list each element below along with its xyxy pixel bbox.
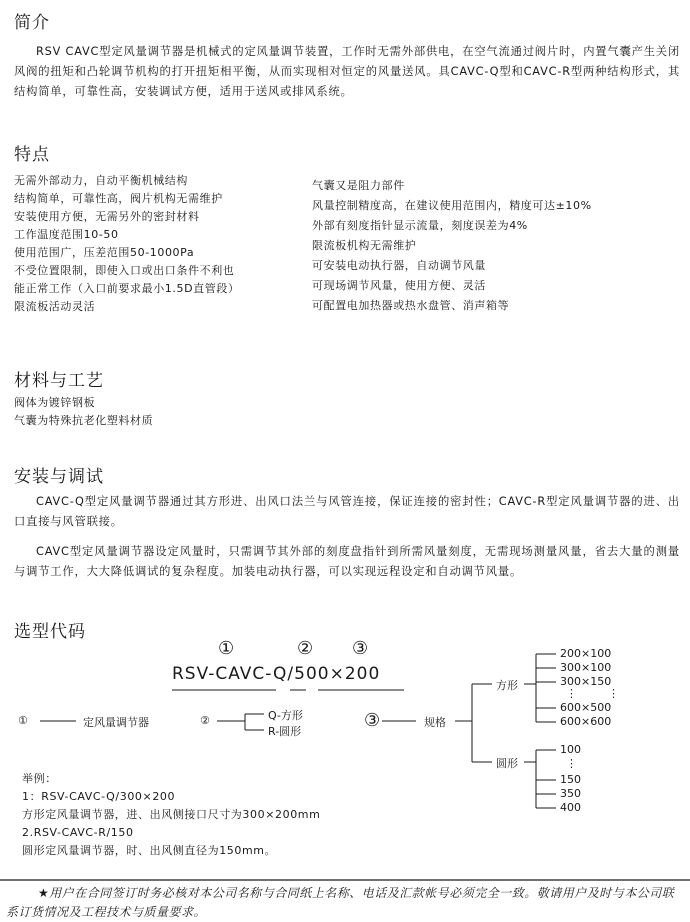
- square-size: 300×150: [560, 675, 612, 688]
- legend-marker-2: ②: [200, 714, 210, 727]
- material-item: 气囊为特殊抗老化塑料材质: [14, 414, 154, 427]
- legend-square-type: Q-方形: [268, 709, 303, 722]
- features-title: 特点: [14, 145, 50, 165]
- feature-item: 结构简单，可靠性高，阀片机构无需维护: [14, 192, 223, 205]
- example-line: 方形定风量调节器，进、出风侧接口尺寸为300×200mm: [22, 808, 321, 821]
- intro-paragraph: RSV CAVC型定风量调节器是机械式的定风量调节装置，工作时无需外部供电，在空气流通过阀片时，内置气囊产生关闭风阀的扭矩和凸轮调节机构的打开扭矩相平衡，从而实现相对恒定的风量送风。具CAVC-Q型和CAVC-R型两种结构形式，其结构简单，可靠性高，安装调试方便，适用于送风或排风系统。: [14, 45, 680, 98]
- round-shape-label: 圆形: [496, 757, 518, 770]
- feature-item: 限流板活动灵活: [14, 300, 96, 313]
- feature-item: 无需外部动力，自动平衡机械结构: [14, 174, 188, 187]
- feature-item: 不受位置限制，即使入口或出口条件不利也: [14, 264, 235, 277]
- legend-spec-label: 规格: [424, 716, 446, 729]
- materials-title: 材料与工艺: [14, 371, 104, 391]
- legend-round-type: R-圆形: [268, 725, 302, 738]
- example-title: 举例：: [22, 772, 57, 785]
- feature-item: 安装使用方便，无需另外的密封材料: [14, 210, 200, 223]
- legend-regulator-label: 定风量调节器: [83, 716, 149, 729]
- square-shape-label: 方形: [496, 679, 518, 692]
- feature-item: 气囊又是阻力部件: [312, 179, 405, 192]
- round-size: 350: [560, 787, 581, 800]
- round-size: 400: [560, 801, 581, 814]
- square-size: 600×600: [560, 715, 612, 728]
- feature-item: 限流板机构无需维护: [312, 239, 417, 252]
- install-paragraph-2: CAVC型定风量调节器设定风量时，只需调节其外部的刻度盘指针到所需风量刻度，无需现场测量风量，省去大量的测量与调节工作，大大降低调试的复杂程度。加装电动执行器，可以实现远程设定和自动调节风量。: [14, 545, 680, 578]
- round-size: 150: [560, 773, 581, 786]
- feature-item: 外部有刻度指针显示流量，刻度误差为4%: [312, 219, 528, 232]
- feature-item: 工作温度范围10-50: [14, 228, 119, 241]
- vertical-ellipsis-icon: ⋮: [608, 687, 619, 700]
- legend-marker-3: ③: [364, 710, 381, 731]
- legend-marker-1: ①: [18, 714, 28, 727]
- material-item: 阀体为镀锌钢板: [14, 396, 96, 409]
- feature-item: 可现场调节风量，使用方便、灵活: [312, 279, 486, 292]
- install-title: 安装与调试: [14, 467, 104, 487]
- example-line: 圆形定风量调节器，时、出风侧直径为150mm。: [22, 844, 277, 857]
- feature-item: 可安装电动执行器，自动调节风量: [312, 259, 486, 272]
- feature-item: 风量控制精度高，在建议使用范围内，精度可达±10%: [312, 199, 592, 212]
- example-line: 2.RSV-CAVC-R/150: [22, 826, 134, 839]
- round-size: 100: [560, 743, 581, 756]
- code-marker-1: ①: [218, 638, 235, 659]
- square-size: 200×100: [560, 647, 612, 660]
- square-size: 600×500: [560, 701, 612, 714]
- intro-title: 简介: [14, 13, 50, 33]
- vertical-ellipsis-icon: ⋮: [566, 687, 577, 700]
- code-marker-2: ②: [297, 638, 314, 659]
- feature-item: 使用范围广，压差范围50-1000Pa: [14, 246, 195, 259]
- example-line: 1：RSV-CAVC-Q/300×200: [22, 790, 176, 803]
- feature-item: 能正常工作（入口前要求最小1.5D直管段）: [14, 282, 240, 295]
- feature-item: 可配置电加热器或热水盘管、消声箱等: [312, 299, 510, 312]
- model-code: RSV-CAVC-Q/500×200: [172, 664, 381, 684]
- square-size: 300×100: [560, 661, 612, 674]
- example-block: [22, 770, 320, 860]
- footer-note: ★用户在合同签订时务必核对本公司名称与合同纸上名称、电话及汇款帐号必须完全一致。敬请用户及时与本公司联系订货情况及工程技术与质量要求。: [6, 886, 675, 919]
- install-paragraph-1: CAVC-Q型定风量调节器通过其方形进、出风口法兰与风管连接，保证连接的密封性；CAVC-R型定风量调节器的进、出口直接与风管联接。: [14, 495, 680, 528]
- model-title: 选型代码: [14, 622, 86, 642]
- code-marker-3: ③: [352, 638, 369, 659]
- vertical-ellipsis-icon: ⋮: [566, 757, 577, 770]
